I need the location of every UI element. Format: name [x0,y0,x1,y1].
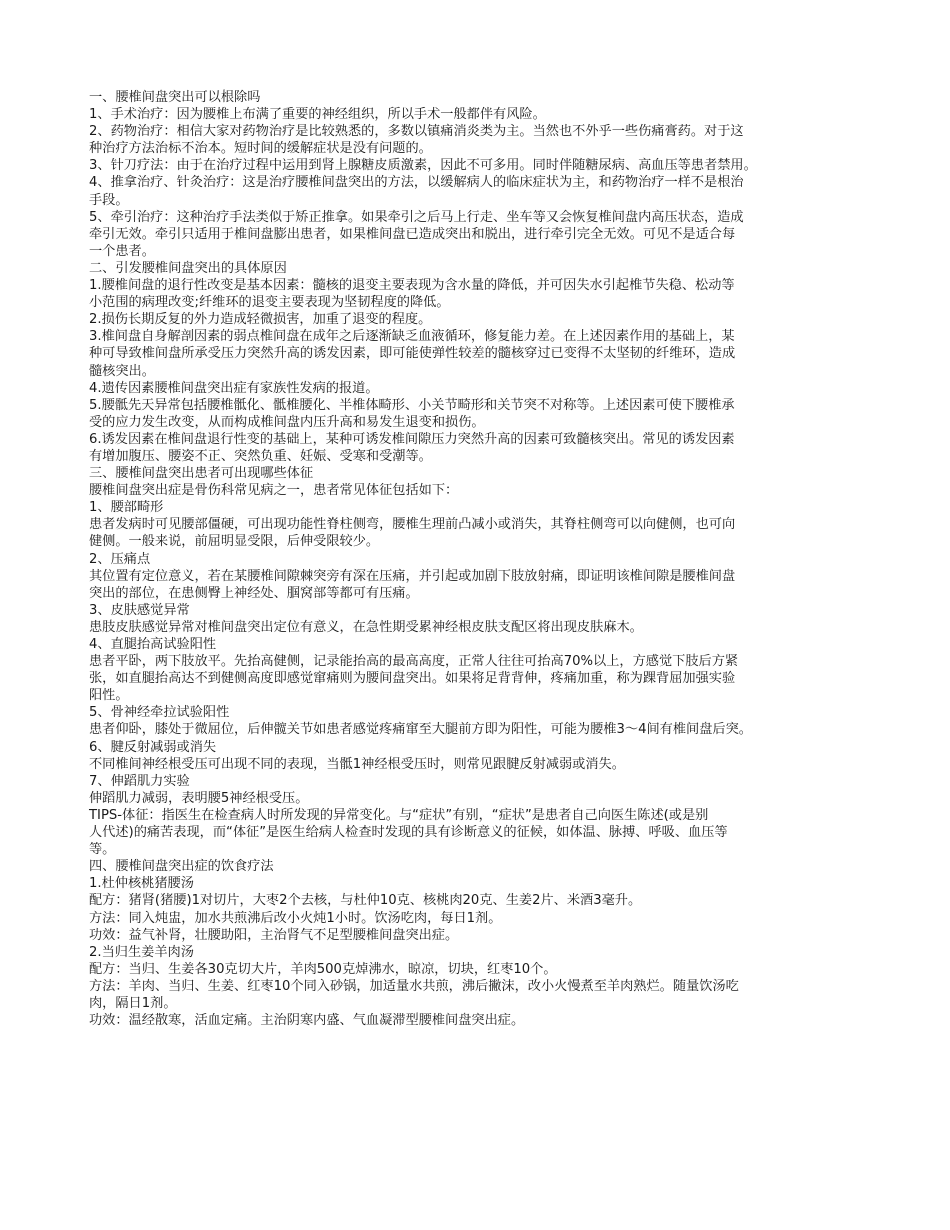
paragraph [89,516,879,550]
section-heading: 6、腱反射减弱或消失 [89,739,217,755]
paragraph [89,157,879,174]
text-line: 伸蹈肌力减弱，表明腰5神经根受压。 [89,790,309,806]
paragraph [89,807,879,858]
text-line: 配方：当归、生姜各30克切大片，羊肉500克焯沸水，晾凉，切块，红枣10个。 [89,961,557,977]
section-heading: 三、腰椎间盘突出患者可出现哪些体征 [89,466,314,482]
text-line: 6.诱发因素在椎间盘退行性变的基础上，某种可诱发椎间隙压力突然升高的因素可致髓核突出。常见的诱发因素 [89,431,735,447]
text-line: 健侧。一般来说，前屈明显受限，后伸受限较少。 [89,534,380,550]
section-heading: 3、皮肤感觉异常 [89,602,190,618]
text-line: 4、推拿治疗、针灸治疗：这是治疗腰椎间盘突出的方法，以缓解病人的临床症状为主，和药物治疗一样不是根治 [89,175,744,191]
paragraph [89,123,879,157]
text-line: 2.损伤长期反复的外力造成轻微损害，加重了退变的程度。 [89,312,432,328]
text-line: 等。 [89,842,116,858]
text-line: TIPS-体征：指医生在检查病人时所发现的异常变化。与“症状”有别，“症状”是患者自己向医生陈述(或是别 [89,807,709,823]
text-line: 腰椎间盘突出症是骨伤科常见病之一，患者常见体征包括如下： [89,483,459,499]
text-line: 人代述)的痛苦表现，而“体征”是医生给病人检查时发现的具有诊断意义的征候，如体温、脉搏、呼吸、血压等 [89,825,728,841]
text-line: 患者发病时可见腰部僵硬，可出现功能性脊柱侧弯，腰椎生理前凸减小或消失，其脊柱侧弯可以向健侧，也可向 [89,517,736,533]
section-heading: 5、骨神经牵拉试验阳性 [89,705,230,721]
text-line: 种治疗方法治标不治本。短时间的缓解症状是没有问题的。 [89,141,432,157]
text-line: 受的应力发生改变，从而构成椎间盘内压升高和易发生退变和损伤。 [89,414,485,430]
paragraph [89,106,879,123]
text-line: 一个患者。 [89,243,155,259]
section-heading: 2、压痛点 [89,551,151,567]
section-heading: 二、引发腰椎间盘突出的具体原因 [89,260,287,276]
text-line: 患者平卧，两下肢放平。先抬高健侧，记录能抬高的最高高度，正常人往往可抬高70%以上，方感觉下肢后方紧 [89,654,739,670]
text-line: 患肢皮肤感觉异常对椎间盘突出定位有意义，在急性期受累神经根皮肤支配区将出现皮肤麻木。 [89,619,643,635]
text-line: 方法：羊肉、当归、生姜、红枣10个同入砂锅，加适量水共煎，沸后撇沫，改小火慢煮至羊肉熟烂。随量饮汤吃 [89,978,739,994]
paragraph [89,431,879,465]
paragraph [89,174,879,208]
text-line: 其位置有定位意义，若在某腰椎间隙棘突旁有深在压痛，并引起或加剧下肢放射痛，即证明该椎间隙是腰椎间盘 [89,568,736,584]
text-line: 功效：益气补肾，壮腰助阳，主治肾气不足型腰椎间盘突出症。 [89,927,459,943]
text-line: 阳性。 [89,688,129,704]
text-line: 配方：猪肾(猪腰)1对切片，大枣2个去核，与杜仲10克、核桃肉20克、生姜2片、米酒3毫升。 [89,893,642,909]
section-heading: 1、腰部畸形 [89,500,164,516]
text-line: 3.椎间盘自身解剖因素的弱点椎间盘在成年之后逐渐缺乏血液循环，修复能力差。在上述因素作用的基础上，某 [89,329,735,345]
paragraph [89,619,879,636]
paragraph [89,927,879,944]
paragraph [89,653,879,704]
paragraph [89,311,879,328]
text-line: 种可导致椎间盘所承受压力突然升高的诱发因素，即可能使弹性较差的髓核穿过已变得不太坚韧的纤维环，造成 [89,346,736,362]
paragraph [89,209,879,260]
paragraph [89,892,879,909]
section-heading: 2.当归生姜羊肉汤 [89,944,194,960]
text-line: 小范围的病理改变;纤维环的退变主要表现为坚韧程度的降低。 [89,295,450,311]
text-line: 方法：同入炖盅，加水共煎沸后改小火炖1小时。饮汤吃肉，每日1剂。 [89,910,502,926]
paragraph [89,397,879,431]
paragraph [89,790,879,807]
text-line: 5.腰骶先天异常包括腰椎骶化、骶椎腰化、半椎体畸形、小关节畸形和关节突不对称等。上述因素可使下腰椎承 [89,397,735,413]
paragraph [89,1012,879,1029]
text-line: 5、牵引治疗：这种治疗手法类似于矫正推拿。如果牵引之后马上行走、坐车等又会恢复椎间盘内高压状态，造成 [89,209,744,225]
paragraph [89,721,879,738]
text-line: 4.遗传因素腰椎间盘突出症有家族性发病的报道。 [89,380,379,396]
paragraph [89,961,879,978]
text-line: 肉，隔日1剂。 [89,995,177,1011]
paragraph [89,756,879,773]
paragraph [89,277,879,311]
text-line: 2、药物治疗：相信大家对药物治疗是比较熟悉的，多数以镇痛消炎类为主。当然也不外乎一些伤痛膏药。对于这 [89,124,744,140]
section-heading: 7、伸蹈肌力实验 [89,773,190,789]
text-line: 1、手术治疗：因为腰椎上布满了重要的神经组织，所以手术一般都伴有风险。 [89,107,546,123]
paragraph [89,568,879,602]
text-line: 张，如直腿抬高达不到健侧高度即感觉窜痛则为腰间盘突出。如果将足背背伸，疼痛加重，称为踝背屈加强实验 [89,671,736,687]
paragraph [89,482,879,499]
text-line: 不同椎间神经根受压可出现不同的表现，当骶1神经根受压时，则常见跟腱反射减弱或消失。 [89,756,625,772]
section-heading: 四、腰椎间盘突出症的饮食疗法 [89,859,274,875]
text-line: 手段。 [89,192,129,208]
paragraph [89,910,879,927]
text-line: 3、针刀疗法：由于在治疗过程中运用到肾上腺糖皮质激素，因此不可多用。同时伴随糖尿病、高血压等患者禁用。 [89,158,757,174]
text-line: 突出的部位，在患侧臀上神经处、腘窝部等都可有压痛。 [89,585,419,601]
text-line: 患者仰卧，膝处于微屈位，后伸髋关节如患者感觉疼痛窜至大腿前方即为阳性，可能为腰椎3～4间有椎间盘后突。 [89,722,752,738]
section-heading: 一、腰椎间盘突出可以根除吗 [89,90,261,105]
paragraph [89,978,879,1012]
section-heading: 4、直腿抬高试验阳性 [89,637,217,652]
document-page [89,89,879,1029]
text-line: 髓核突出。 [89,363,155,379]
text-line: 功效：温经散寒，活血定痛。主治阴寒内盛、气血凝滞型腰椎间盘突出症。 [89,1013,525,1029]
section-heading: 1.杜仲核桃猪腰汤 [89,876,194,892]
text-line: 牵引无效。牵引只适用于椎间盘膨出患者，如果椎间盘已造成突出和脱出，进行牵引完全无效。可见不是适合每 [89,226,736,242]
paragraph [89,380,879,397]
text-line: 1.腰椎间盘的退行性改变是基本因素：髓核的退变主要表现为含水量的降低，并可因失水引起椎节失稳、松动等 [89,278,735,294]
paragraph [89,328,879,379]
text-line: 有增加腹压、腰姿不正、突然负重、妊娠、受寒和受潮等。 [89,448,432,464]
